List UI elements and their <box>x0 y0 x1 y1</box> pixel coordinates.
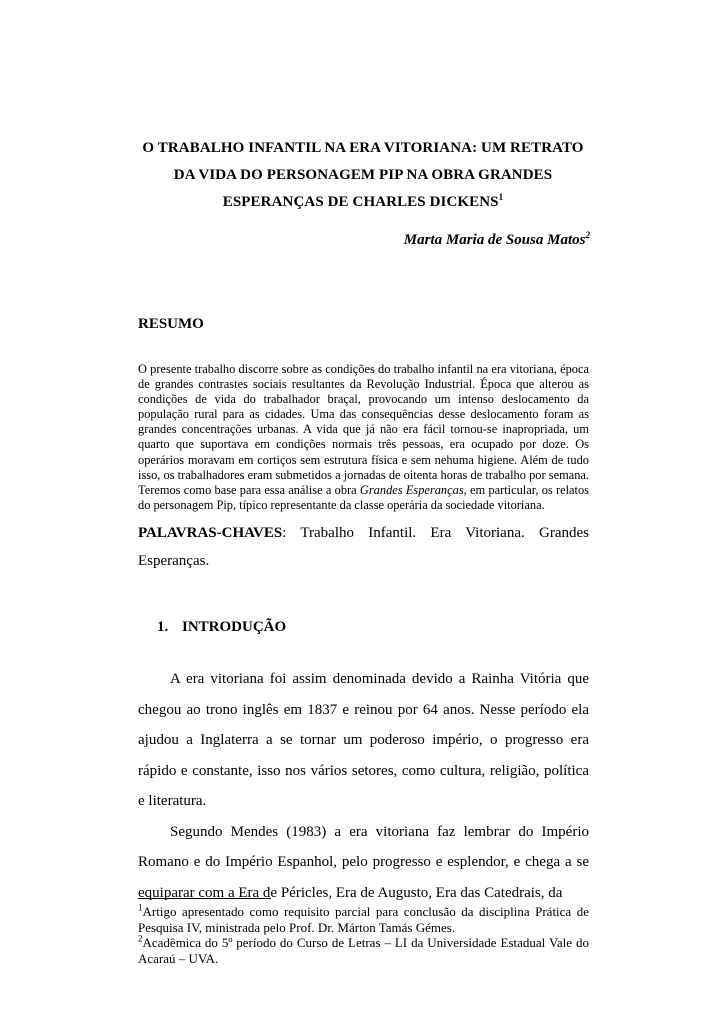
footnote-2 <box>138 935 589 966</box>
footnote-marker: 2 <box>138 933 143 944</box>
keywords-text: Trabalho Infantil. Era Vitoriana. Grandes Esperanças. <box>138 525 589 569</box>
title-footnote-ref[interactable]: 1 <box>498 192 504 202</box>
abstract-text-part-2: , em particular, os relatos do personagem Pip, típico representante da classe operária da sociedade vitoriana. <box>138 482 589 512</box>
author-footnote-ref[interactable]: 2 <box>585 230 590 240</box>
paragraph: Segundo Mendes (1983) a era vitoriana faz lembrar do Império Romano e do Império Espanhol, pelo progresso e esplendor, e chega a se equiparar com a Era de Péricles, Era de Augusto, Era das Catedrais, da <box>138 823 589 901</box>
abstract-book-title: Grandes Esperanças <box>359 482 464 497</box>
author-name <box>404 232 590 249</box>
keywords-separator: : <box>282 525 287 541</box>
title-line-2: DA VIDA DO PERSONAGEM PIP NA OBRA GRANDES <box>173 167 553 183</box>
keywords <box>138 519 589 575</box>
section-title: INTRODUÇÃO <box>182 619 287 635</box>
paragraph: A era vitoriana foi assim denominada devido a Rainha Vitória que chegou ao trono inglês em 1837 e reinou por 64 anos. Nesse período ela ajudou a Inglaterra a se tornar um poderoso império, o progresso era rápido e constante, isso nos vários setores, como cultura, religião, política e literatura. <box>138 671 589 809</box>
introduction-heading <box>157 619 286 636</box>
footnote-text: Acadêmica do 5º período do Curso de Letras – LI da Universidade Estadual Vale do Acaraú – UVA. <box>138 935 589 966</box>
title-line-1: O TRABALHO INFANTIL NA ERA VITORIANA: UM RETRATO <box>142 140 584 156</box>
footnote-marker: 1 <box>138 902 143 913</box>
resumo-heading: RESUMO <box>138 316 204 332</box>
author-name-text: Marta Maria de Sousa Matos <box>403 232 586 248</box>
footnote-separator <box>138 898 271 899</box>
abstract-text-part-1: O presente trabalho discorre sobre as condições do trabalho infantil na era vitoriana, época de grandes contrastes sociais resultantes da Revolução Industrial. Época que alterou as condições de vida do trabalhador braçal, provocando um intenso deslocamento da população rural para as cidades. Uma das consequências desse deslocamento foram as grandes concentrações urbanas. A vida que já não era fácil tornou-se inapropriada, um quarto que suportava em condições normais três pessoas, era ocupado por doze. Os operários moravam em cortiços sem estrutura física e sem nehuma higiene. Além de tudo isso, os trabalhadores eram submetidos a jornadas de oitenta horas de trabalho por semana. Teremos como base para essa análise a obra <box>138 362 589 497</box>
article-title <box>138 135 588 216</box>
footnote-1 <box>138 904 589 935</box>
title-line-3 <box>138 189 588 216</box>
title-line-3-text: ESPERANÇAS DE CHARLES DICKENS <box>222 194 499 210</box>
footnotes <box>138 904 589 966</box>
introduction-body <box>138 664 589 908</box>
section-number: 1. <box>157 619 169 635</box>
footnote-text: Artigo apresentado como requisito parcial para conclusão da disciplina Prática de Pesquisa IV, ministrada pelo Prof. Dr. Márton Tamás Gémes. <box>138 904 589 935</box>
abstract-text <box>138 362 589 513</box>
keywords-label: PALAVRAS-CHAVES <box>138 525 283 541</box>
